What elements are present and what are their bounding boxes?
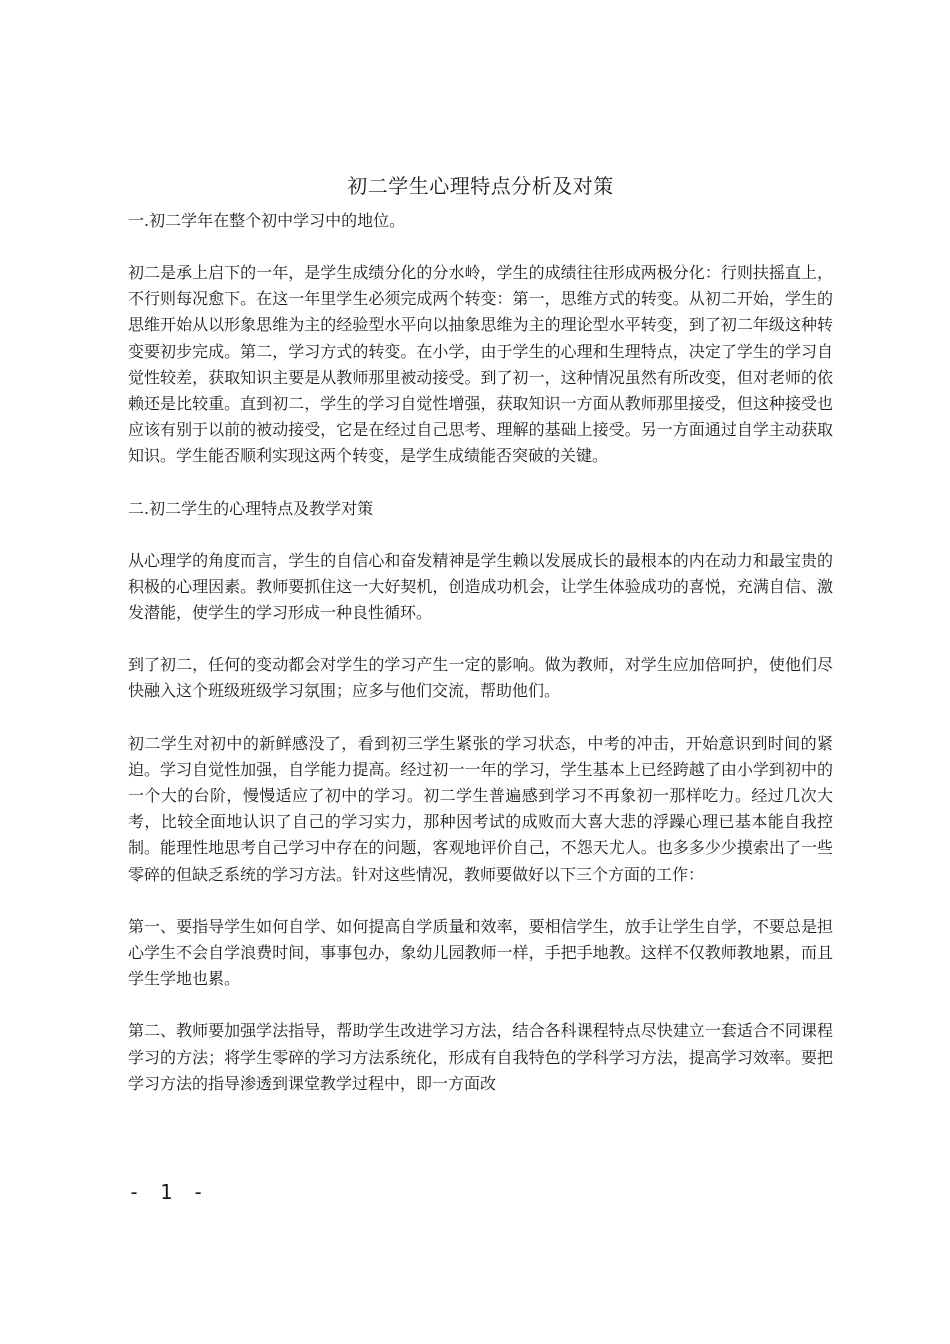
paragraph: 初二学生对初中的新鲜感没了，看到初三学生紧张的学习状态，中考的冲击，开始意识到时间的紧迫。学习自觉性加强，自学能力提高。经过初一一年的学习，学生基本上已经跨越了由小学到初中的一个大的台阶，慢慢适应了初中的学习。初二学生普遍感到学习不再象初一那样吃力。经过几次大考，比较全面地认识了自己的学习实力，那种因考试的成败而大喜大悲的浮躁心理已基本能自我控制。能理性地思考自己学习中存在的问题，客观地评价自己，不怨天尤人。也多多少少摸索出了一些零碎的但缺乏系统的学习方法。针对这些情况，教师要做好以下三个方面的工作： [128, 733, 833, 884]
document-body [128, 170, 833, 1123]
page-number: - 1 - [128, 1180, 209, 1204]
paragraph: 从心理学的角度而言，学生的自信心和奋发精神是学生赖以发展成长的最根本的内在动力和最宝贵的积极的心理因素。教师要抓住这一大好契机，创造成功机会，让学生体验成功的喜悦，充满自信、激发潜能，使学生的学习形成一种良性循环。 [128, 550, 833, 623]
document-title: 初二学生心理特点分析及对策 [347, 174, 614, 198]
paragraph: 到了初二，任何的变动都会对学生的学习产生一定的影响。做为教师，对学生应加倍呵护，使他们尽快融入这个班级班级学习氛围；应多与他们交流，帮助他们。 [128, 655, 833, 701]
paragraph: 初二是承上启下的一年，是学生成绩分化的分水岭，学生的成绩往往形成两极分化：行则扶摇直上，不行则每况愈下。在这一年里学生必须完成两个转变：第一，思维方式的转变。从初二开始，学生的思维开始从以形象思维为主的经验型水平向以抽象思维为主的理论型水平转变，到了初二年级这种转变要初步完成。第二，学习方式的转变。在小学，由于学生的心理和生理特点，决定了学生的学习自觉性较差，获取知识主要是从教师那里被动接受。到了初一，这种情况虽然有所改变，但对老师的依赖还是比较重。直到初二，学生的学习自觉性增强，获取知识一方面从教师那里接受，但这种接受也应该有别于以前的被动接受，它是在经过自己思考、理解的基础上接受。另一方面通过自学主动获取知识。学生能否顺利实现这两个转变，是学生成绩能否突破的关键。 [128, 263, 833, 466]
section-heading-2: 二.初二学生的心理特点及教学对策 [128, 498, 374, 518]
section-heading-1: 一.初二学年在整个初中学习中的地位。 [128, 211, 406, 230]
paragraph: 第一、要指导学生如何自学、如何提高自学质量和效率，要相信学生，放手让学生自学，不要总是担心学生不会自学浪费时间，事事包办，象幼儿园教师一样，手把手地教。这样不仅教师教地累，而且学生学地也累。 [128, 916, 833, 989]
paragraph: 第二、教师要加强学法指导，帮助学生改进学习方法，结合各科课程特点尽快建立一套适合不同课程学习的方法；将学生零碎的学习方法系统化，形成有自我特色的学科学习方法，提高学习效率。要把学习方法的指导渗透到课堂教学过程中，即一方面改 [128, 1021, 833, 1093]
